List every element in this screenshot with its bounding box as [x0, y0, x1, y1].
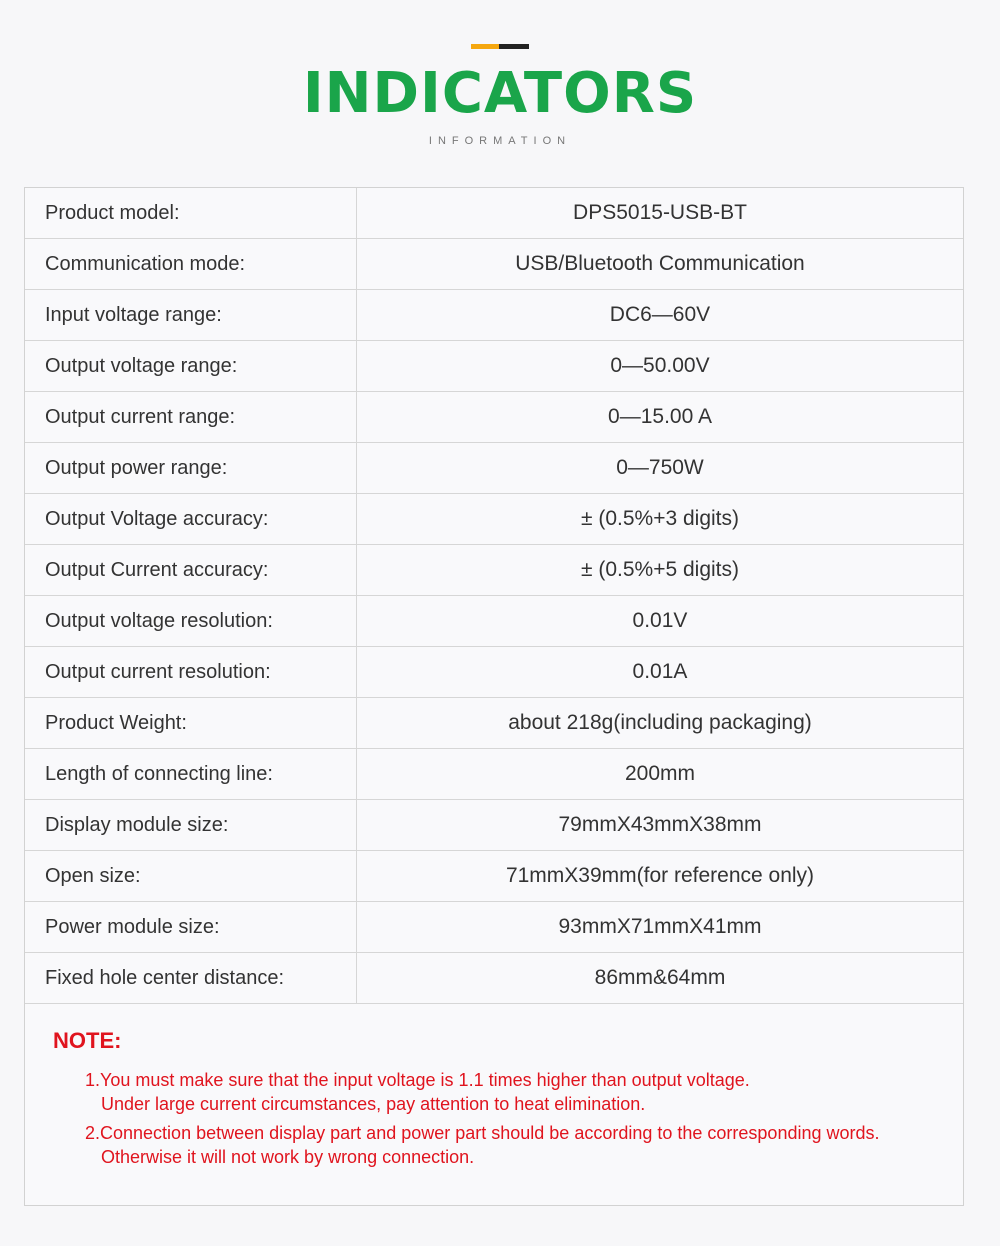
spec-value: 93mmX71mmX41mm: [357, 902, 964, 953]
table-row: [25, 698, 963, 749]
spec-label: Fixed hole center distance:: [25, 953, 357, 1004]
table-row: [25, 749, 963, 800]
spec-label: Output Current accuracy:: [25, 545, 357, 596]
spec-label: Output power range:: [25, 443, 357, 494]
table-row: [25, 953, 963, 1004]
spec-value: USB/Bluetooth Communication: [357, 239, 964, 290]
spec-label: Length of connecting line:: [25, 749, 357, 800]
note-item: [85, 1068, 953, 1116]
note-item-line: Under large current circumstances, pay attention to heat elimination.: [101, 1094, 646, 1114]
header-accent-bar: [471, 44, 529, 49]
spec-label: Output current range:: [25, 392, 357, 443]
table-row: [25, 902, 963, 953]
table-row: [25, 545, 963, 596]
spec-value: DC6—60V: [357, 290, 964, 341]
table-row: [25, 392, 963, 443]
note-title: NOTE:: [53, 1028, 122, 1053]
page-subtitle: INFORMATION: [428, 135, 572, 147]
spec-value: ± (0.5%+5 digits): [357, 545, 964, 596]
spec-table: [25, 188, 963, 1004]
table-row: [25, 341, 963, 392]
table-row: [25, 443, 963, 494]
table-row: [25, 800, 963, 851]
spec-value: 0.01V: [357, 596, 964, 647]
note-item: [85, 1121, 953, 1169]
table-row: [25, 188, 963, 239]
spec-value: 86mm&64mm: [357, 953, 964, 1004]
table-row: [25, 647, 963, 698]
spec-value: 0—50.00V: [357, 341, 964, 392]
spec-value: 71mmX39mm(for reference only): [357, 851, 964, 902]
spec-value: 79mmX43mmX38mm: [357, 800, 964, 851]
page-title: INDICATORS: [302, 61, 698, 126]
spec-label: Product model:: [25, 188, 357, 239]
spec-value: DPS5015-USB-BT: [357, 188, 964, 239]
spec-value: ± (0.5%+3 digits): [357, 494, 964, 545]
spec-label: Communication mode:: [25, 239, 357, 290]
spec-value: 0—15.00 A: [357, 392, 964, 443]
spec-value: 0—750W: [357, 443, 964, 494]
spec-label: Output voltage range:: [25, 341, 357, 392]
spec-panel: [24, 187, 964, 1206]
spec-label: Open size:: [25, 851, 357, 902]
table-row: [25, 494, 963, 545]
spec-label: Output voltage resolution:: [25, 596, 357, 647]
spec-label: Output Voltage accuracy:: [25, 494, 357, 545]
spec-label: Output current resolution:: [25, 647, 357, 698]
note-section: [53, 1028, 953, 1174]
spec-value: about 218g(including packaging): [357, 698, 964, 749]
spec-value: 200mm: [357, 749, 964, 800]
table-row: [25, 851, 963, 902]
spec-label: Product Weight:: [25, 698, 357, 749]
note-item-line: 1.You must make sure that the input voltage is 1.1 times higher than output voltage.: [85, 1070, 750, 1090]
spec-label: Display module size:: [25, 800, 357, 851]
spec-label: Power module size:: [25, 902, 357, 953]
table-row: [25, 596, 963, 647]
table-row: [25, 290, 963, 341]
spec-value: 0.01A: [357, 647, 964, 698]
note-item-line: Otherwise it will not work by wrong connection.: [101, 1147, 475, 1167]
table-row: [25, 239, 963, 290]
spec-label: Input voltage range:: [25, 290, 357, 341]
note-item-line: 2.Connection between display part and power part should be according to the corresponding words.: [85, 1123, 880, 1143]
